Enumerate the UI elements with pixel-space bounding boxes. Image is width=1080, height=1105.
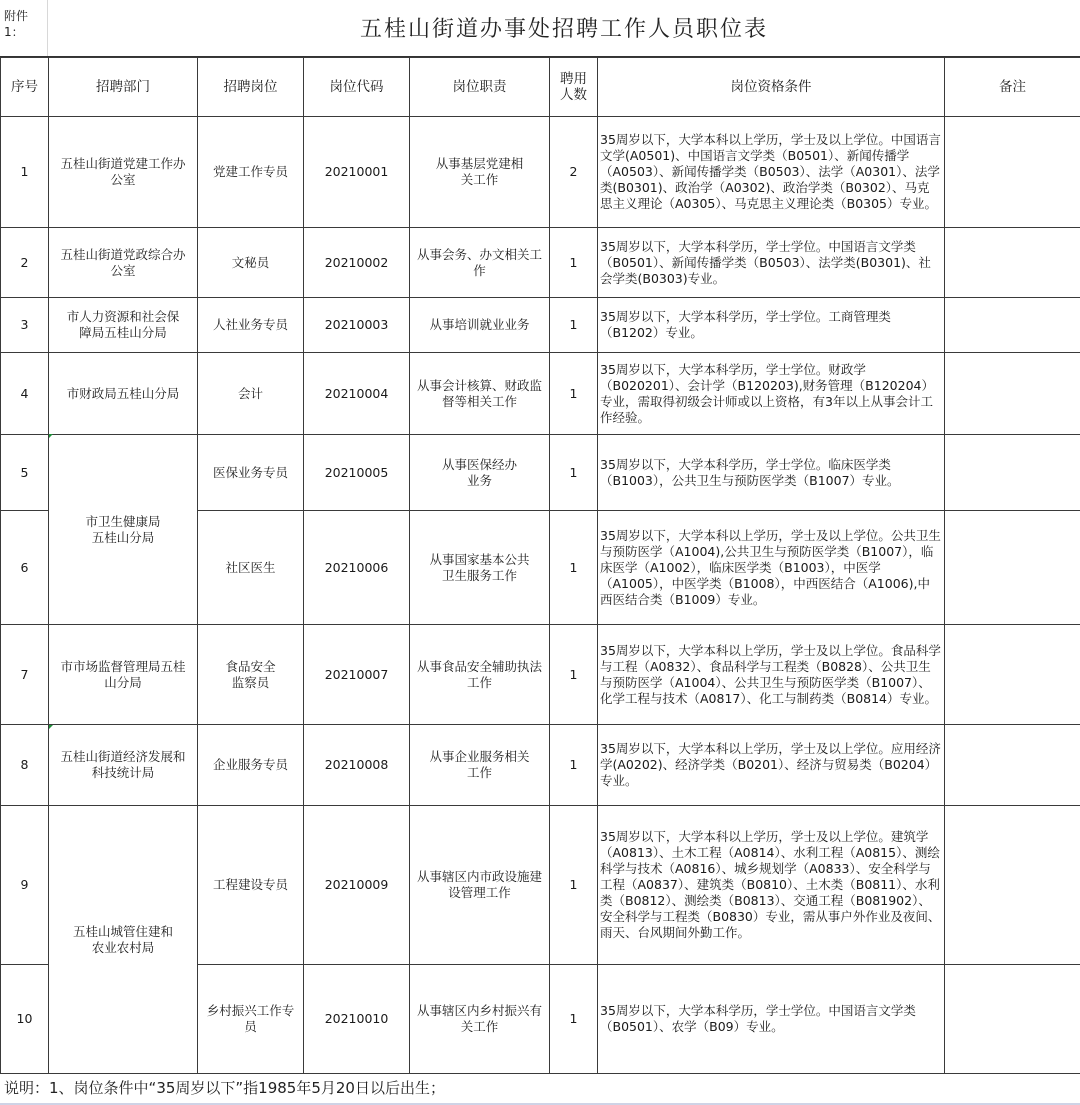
table-row: [1, 625, 1080, 725]
cell-remark: [945, 117, 1080, 228]
cell-no: 6: [1, 511, 49, 625]
cell-dept: 市卫生健康局五桂山分局: [49, 435, 198, 625]
cell-code: 20210010: [304, 965, 410, 1074]
cell-count: 1: [550, 511, 598, 625]
table-row: [1, 117, 1080, 228]
cell-dept: 五桂山街道党建工作办公室: [49, 117, 198, 228]
cell-position: 企业服务专员: [198, 725, 304, 806]
col-header-no: 序号: [1, 58, 49, 117]
cell-requirements: 35周岁以下，大学本科学历，学士学位。临床医学类（B1003），公共卫生与预防医学类（B1007）专业。: [598, 435, 945, 511]
cell-no: 5: [1, 435, 49, 511]
cell-requirements: 35周岁以下，大学本科以上学历，学士及以上学位。公共卫生与预防医学（A1004),公共卫生与预防医学类（B1007），临床医学（A1002），临床医学类（B1003），中医学（A1005），中医学类（B1008），中西医结合（A1006),中西医结合类（B1009）专业。: [598, 511, 945, 625]
cell-duty: 从事辖区内乡村振兴有关工作: [410, 965, 550, 1074]
cell-count: 2: [550, 117, 598, 228]
cell-count: 1: [550, 625, 598, 725]
cell-remark: [945, 511, 1080, 625]
cell-position: 工程建设专员: [198, 806, 304, 965]
cell-dept: 五桂山街道党政综合办公室: [49, 228, 198, 298]
cell-code: 20210007: [304, 625, 410, 725]
cell-count: 1: [550, 965, 598, 1074]
table-row: [1, 725, 1080, 806]
cell-dept: 五桂山城管住建和农业农村局: [49, 806, 198, 1074]
cell-position: 党建工作专员: [198, 117, 304, 228]
table-row: [1, 353, 1080, 435]
cell-duty: 从事医保经办业务: [410, 435, 550, 511]
cell-position: 人社业务专员: [198, 298, 304, 353]
cell-requirements: 35周岁以下，大学本科学历，学士学位。中国语言文学类（B0501）、新闻传播学类（B0503）、法学类(B0301)、社会学类(B0303)专业。: [598, 228, 945, 298]
header-row: [1, 58, 1080, 117]
cell-code: 20210003: [304, 298, 410, 353]
cell-remark: [945, 725, 1080, 806]
cell-remark: [945, 806, 1080, 965]
table-row: [1, 435, 1080, 511]
col-header-code: 岗位代码: [304, 58, 410, 117]
cell-code: 20210002: [304, 228, 410, 298]
cell-position: 文秘员: [198, 228, 304, 298]
col-header-dept: 招聘部门: [49, 58, 198, 117]
cell-dept: 五桂山街道经济发展和科技统计局: [49, 725, 198, 806]
cell-code: 20210005: [304, 435, 410, 511]
cell-no: 3: [1, 298, 49, 353]
positions-table: [0, 57, 1080, 1074]
cell-no: 10: [1, 965, 49, 1074]
cell-no: 7: [1, 625, 49, 725]
cell-count: 1: [550, 353, 598, 435]
table-row: [1, 228, 1080, 298]
cell-comment-marker: [49, 434, 53, 438]
cell-no: 8: [1, 725, 49, 806]
table-row: [1, 298, 1080, 353]
cell-count: 1: [550, 806, 598, 965]
attachment-label: 附件1：: [0, 0, 48, 56]
cell-position: 医保业务专员: [198, 435, 304, 511]
col-header-requirements: 岗位资格条件: [598, 58, 945, 117]
cell-remark: [945, 435, 1080, 511]
cell-code: 20210008: [304, 725, 410, 806]
cell-remark: [945, 625, 1080, 725]
cell-requirements: 35周岁以下，大学本科以上学历，学士及以上学位。应用经济学(A0202)、经济学类（B0201）、经济与贸易类（B0204）专业。: [598, 725, 945, 806]
cell-requirements: 35周岁以下，大学本科以上学历，学士及以上学位。食品科学与工程（A0832）、食品科学与工程类（B0828）、公共卫生与预防医学（A1004）、公共卫生与预防医学类（B1007）、化学工程与技术（A0817）、化工与制药类（B0814）专业。: [598, 625, 945, 725]
cell-position: 乡村振兴工作专员: [198, 965, 304, 1074]
cell-dept: 市财政局五桂山分局: [49, 353, 198, 435]
cell-count: 1: [550, 435, 598, 511]
page-title: 五桂山街道办事处招聘工作人员职位表: [359, 17, 768, 42]
cell-requirements: 35周岁以下，大学本科学历，学士学位。中国语言文学类（B0501）、农学（B09）专业。: [598, 965, 945, 1074]
cell-duty: 从事国家基本公共卫生服务工作: [410, 511, 550, 625]
cell-count: 1: [550, 228, 598, 298]
cell-requirements: 35周岁以下，大学本科以上学历，学士及以上学位。中国语言文学(A0501)、中国语言文学类（B0501）、新闻传播学（A0503）、新闻传播学类（B0503）、法学（A0301）、法学类(B0301)、政治学（A0302)、政治学类（B0302）、马克思主义理论（A0305）、马克思主义理论类（B0305）专业。: [598, 117, 945, 228]
cell-requirements: 35周岁以下，大学本科学历，学士学位。工商管理类（B1202）专业。: [598, 298, 945, 353]
cell-no: 4: [1, 353, 49, 435]
cell-remark: [945, 298, 1080, 353]
cell-duty: 从事企业服务相关工作: [410, 725, 550, 806]
cell-dept: 市人力资源和社会保障局五桂山分局: [49, 298, 198, 353]
col-header-duty: 岗位职责: [410, 58, 550, 117]
cell-code: 20210009: [304, 806, 410, 965]
cell-remark: [945, 228, 1080, 298]
col-header-position: 招聘岗位: [198, 58, 304, 117]
cell-code: 20210001: [304, 117, 410, 228]
cell-duty: 从事食品安全辅助执法工作: [410, 625, 550, 725]
cell-duty: 从事培训就业业务: [410, 298, 550, 353]
cell-duty: 从事基层党建相关工作: [410, 117, 550, 228]
cell-requirements: 35周岁以下，大学本科学历，学士学位。财政学（B020201）、会计学（B120203),财务管理（B120204）专业，需取得初级会计师或以上资格，有3年以上从事会计工作经验。: [598, 353, 945, 435]
cell-code: 20210006: [304, 511, 410, 625]
col-header-remark: 备注: [945, 58, 1080, 117]
title-row: [0, 0, 1080, 57]
cell-remark: [945, 353, 1080, 435]
footnote: 说明：1、岗位条件中“35周岁以下”指1985年5月20日以后出生；: [0, 1074, 1080, 1105]
cell-requirements: 35周岁以下，大学本科以上学历，学士及以上学位。建筑学（A0813）、土木工程（A0814）、水利工程（A0815）、测绘科学与技术（A0816）、城乡规划学（A0833）、安全科学与工程（A0837）、建筑类（B0810）、土木类（B0811）、水利类（B0812）、测绘类（B0813）、交通工程（B081902）、安全科学与工程类（B0830）专业，需从事户外作业及夜间、雨天、台风期间外勤工作。: [598, 806, 945, 965]
table-row: [1, 806, 1080, 965]
cell-duty: 从事辖区内市政设施建设管理工作: [410, 806, 550, 965]
cell-code: 20210004: [304, 353, 410, 435]
cell-no: 2: [1, 228, 49, 298]
cell-no: 9: [1, 806, 49, 965]
cell-count: 1: [550, 725, 598, 806]
cell-position: 食品安全监察员: [198, 625, 304, 725]
cell-dept: 市市场监督管理局五桂山分局: [49, 625, 198, 725]
col-header-count: 聘用人数: [550, 58, 598, 117]
cell-duty: 从事会务、办文相关工作: [410, 228, 550, 298]
cell-no: 1: [1, 117, 49, 228]
cell-count: 1: [550, 298, 598, 353]
cell-comment-marker: [49, 725, 53, 729]
cell-position: 会计: [198, 353, 304, 435]
cell-remark: [945, 965, 1080, 1074]
cell-duty: 从事会计核算、财政监督等相关工作: [410, 353, 550, 435]
cell-position: 社区医生: [198, 511, 304, 625]
